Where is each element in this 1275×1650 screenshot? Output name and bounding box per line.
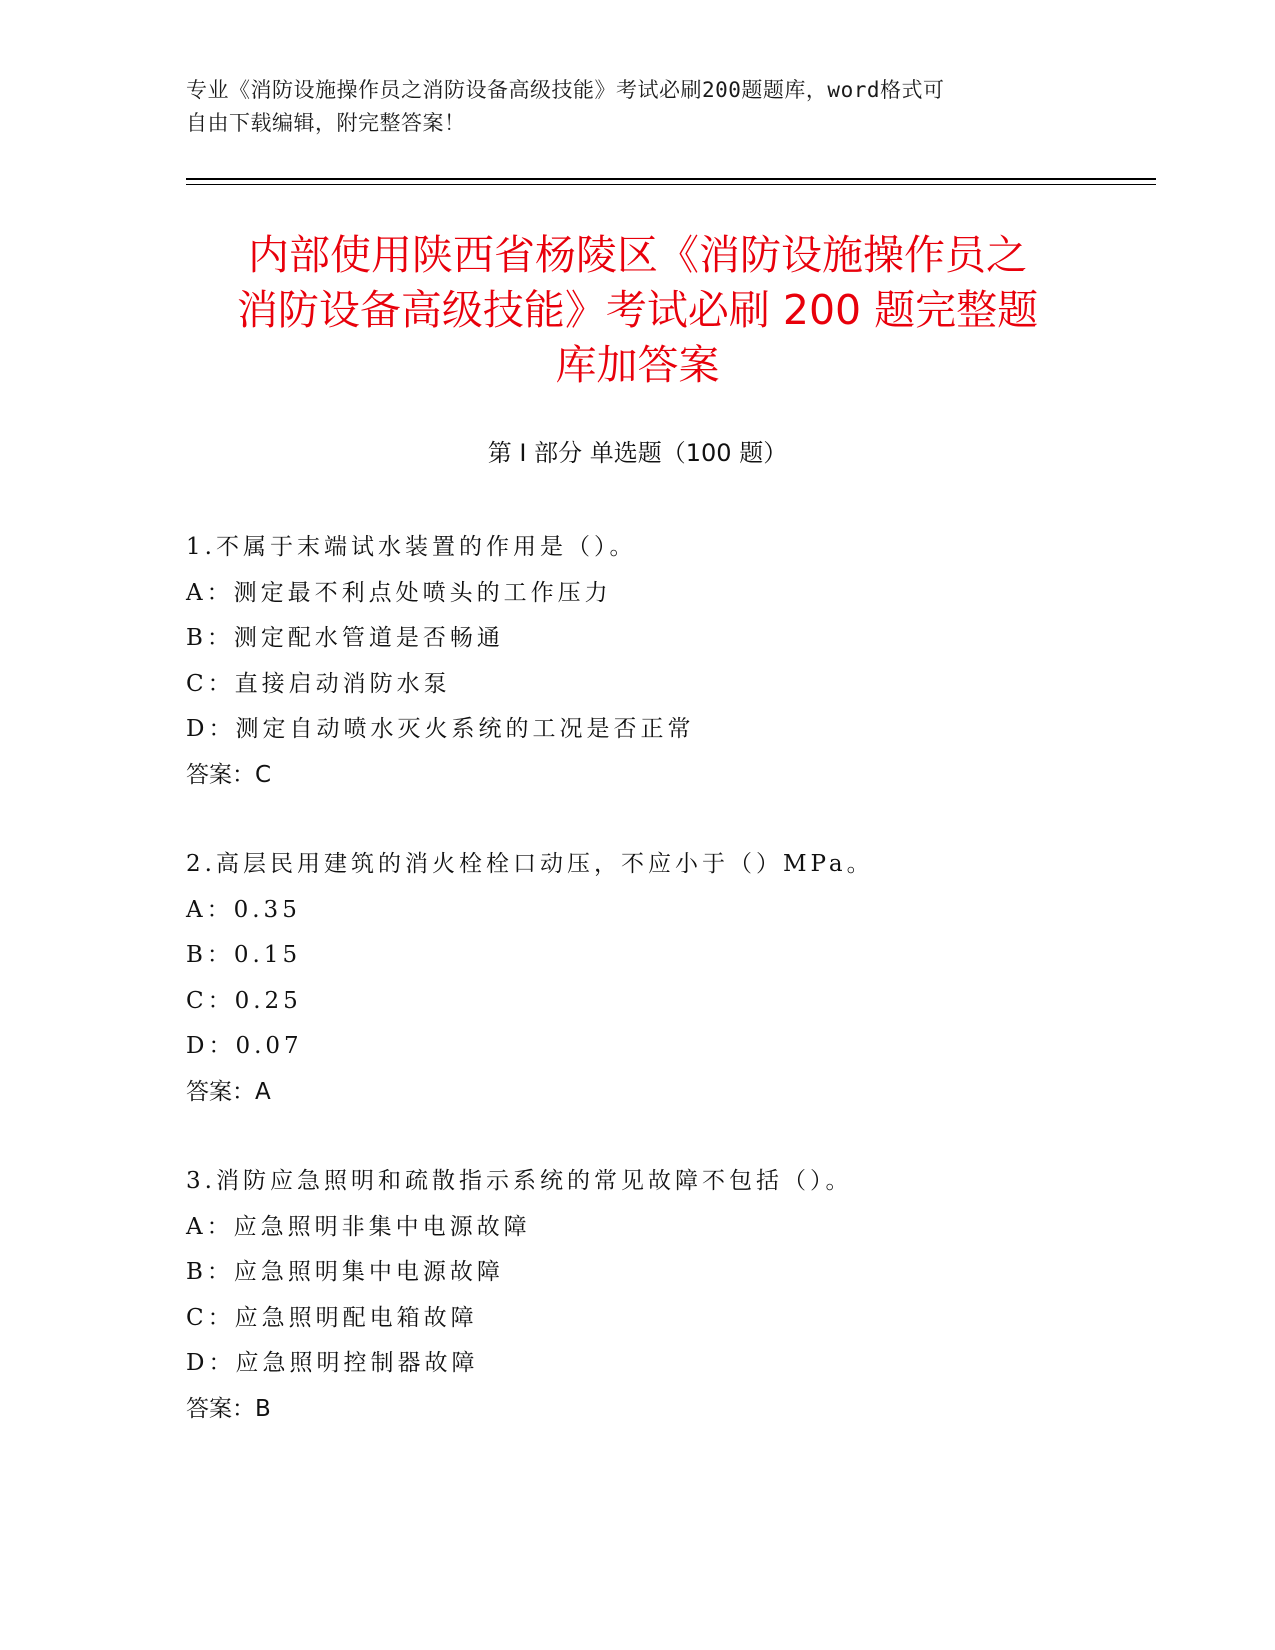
option-b: B：测定配水管道是否畅通 [186,625,504,651]
question-3 [186,1159,1146,1432]
question-stem: 2.高层民用建筑的消火栓栓口动压，不应小于（）MPa。 [186,851,874,877]
header-divider-thick [186,178,1156,180]
document-title [140,228,1135,393]
option-c: C：应急照明配电箱故障 [186,1304,478,1331]
question-list [186,525,1146,1476]
document-title-line-3: 库加答案 [555,341,720,389]
question-2 [186,842,1146,1115]
question-stem: 1.不属于末端试水装置的作用是（）。 [186,534,637,560]
header-divider-thin [186,184,1156,185]
option-d: D：0.07 [186,1033,303,1059]
option-c: C：直接启动消防水泵 [186,670,451,697]
option-d: D：测定自动喷水灭火系统的工况是否正常 [186,716,695,742]
option-c: C：0.25 [186,987,302,1014]
section-title: 第 I 部分 单选题（100 题） [487,439,788,467]
header-note-line-2: 自由下载编辑，附完整答案！ [186,111,466,135]
answer-text: 答案：B [186,1395,271,1422]
option-b: B：0.15 [186,942,302,968]
option-d: D：应急照明控制器故障 [186,1350,479,1376]
answer-text: 答案：A [186,1078,271,1105]
question-stem: 3.消防应急照明和疏散指示系统的常见故障不包括（）。 [186,1168,853,1194]
document-title-line-2: 消防设备高级技能》考试必刷 200 题完整题 [236,286,1039,334]
header-note-line-1: 专业《消防设施操作员之消防设备高级技能》考试必刷200题题库，word格式可 [186,78,945,102]
option-a: A：0.35 [186,896,301,923]
option-a: A：应急照明非集中电源故障 [186,1213,531,1240]
question-1 [186,525,1146,798]
document-title-line-1: 内部使用陕西省杨陵区《消防设施操作员之 [248,231,1027,279]
option-b: B：应急照明集中电源故障 [186,1259,504,1285]
option-a: A：测定最不利点处喷头的工作压力 [186,579,612,606]
header-note [186,74,1066,140]
answer-text: 答案：C [186,761,272,788]
